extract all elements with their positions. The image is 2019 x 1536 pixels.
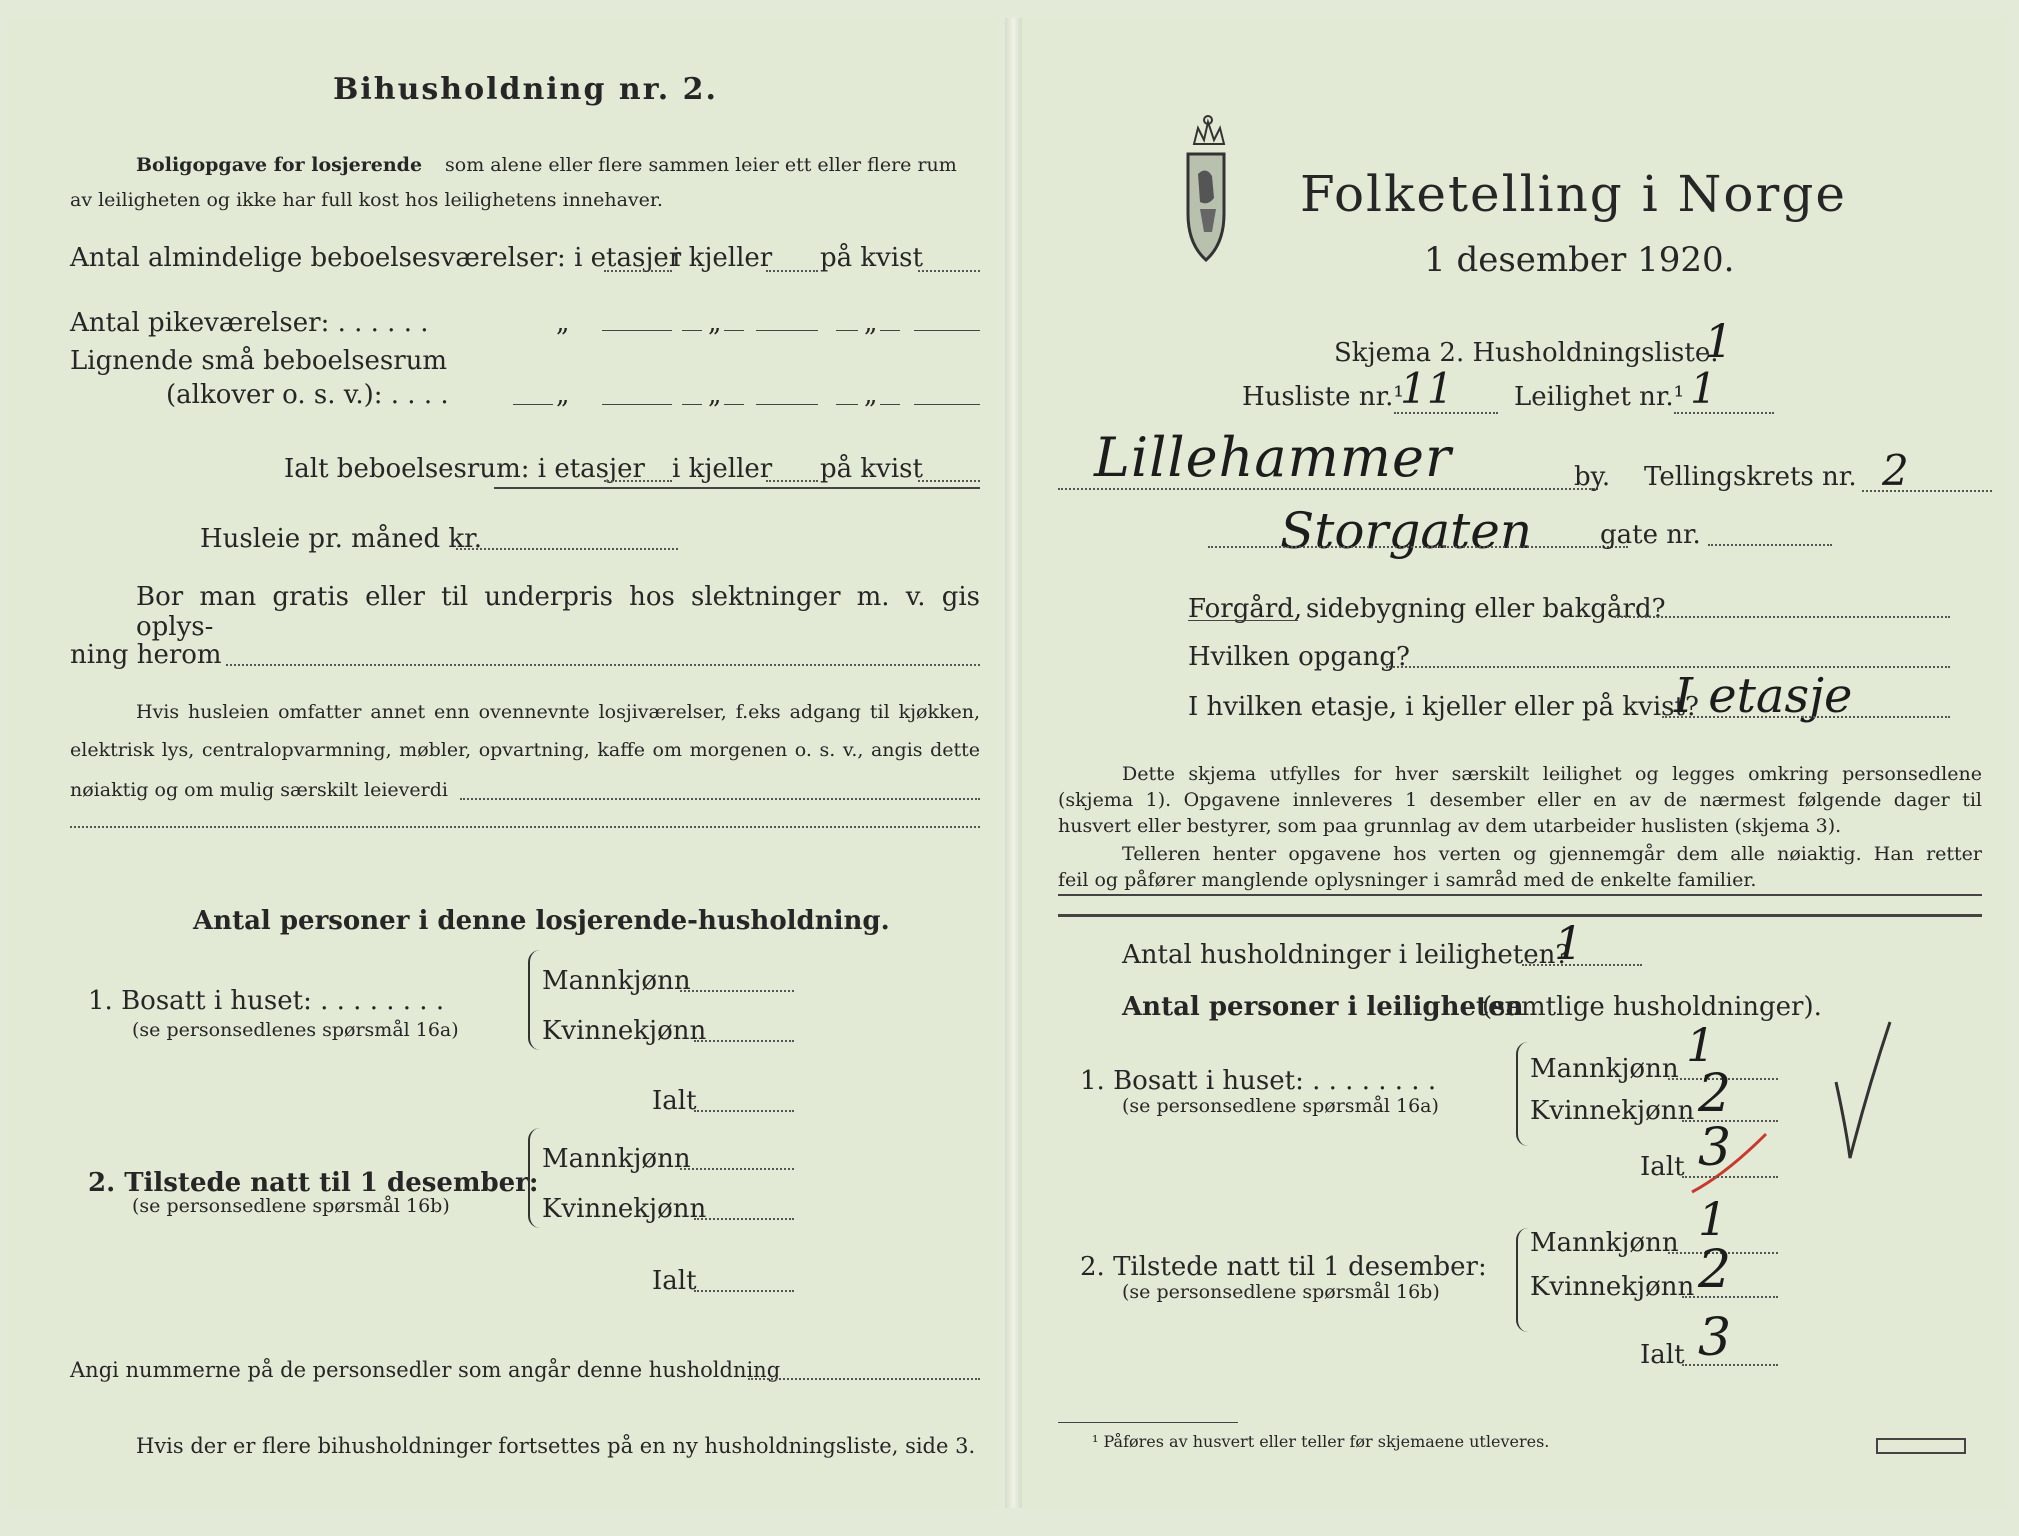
forgaard-rest: sidebygning eller bakgård? xyxy=(1306,594,1666,624)
left-footer: Hvis der er flere bihusholdninger fortsettes på en ny husholdningsliste, side 3. xyxy=(136,1434,976,1458)
footnote: ¹ Påføres av husvert eller teller før skjemaene utleveres. xyxy=(1092,1432,1550,1451)
pike-label: Antal pikeværelser: . . . . . . xyxy=(70,308,429,338)
intro-rest: som alene eller flere sammen leier ett eller flere rum xyxy=(445,154,957,176)
right-q1-mann: Mannkjønn xyxy=(1530,1054,1679,1084)
q1-ialt-value: 3 xyxy=(1698,1118,1732,1178)
right-q1-label: 1. Bosatt i huset: . . . . . . . . xyxy=(1080,1066,1437,1096)
antal-hush-label: Antal husholdninger i leiligheten? xyxy=(1122,940,1570,970)
left-q2-label: 2. Tilstede natt til 1 desember: xyxy=(88,1168,539,1198)
lignende-ditto-1: „ xyxy=(556,380,570,410)
census-date: 1 desember 1920. xyxy=(1424,240,1735,280)
leilighet-label: Leilighet nr.¹ xyxy=(1514,382,1685,412)
antal-personer-rest: (samtlige husholdninger). xyxy=(1482,992,1822,1022)
antal-heading: Antal personer i denne losjerende-husholdning. xyxy=(193,906,890,936)
intro-line2: av leiligheten og ikke har full kost hos leilighetens innehaver. xyxy=(70,189,663,211)
ialt-rooms-kjeller: i kjeller xyxy=(672,454,773,484)
info-line4: Telleren henter opgavene hos verten og gjennemgår dem alle nøiaktig. Han retter xyxy=(1122,843,1982,865)
bor-line2: ning herom xyxy=(70,640,222,670)
left-q1-kvinne: Kvinnekjønn xyxy=(542,1016,707,1046)
lignende-ditto-3: „ xyxy=(864,380,878,410)
page-fold xyxy=(1005,18,1022,1508)
q1-kvinne-value: 2 xyxy=(1698,1064,1732,1124)
etasje-value: I etasje xyxy=(1674,668,1853,724)
printer-stamp xyxy=(1876,1438,1966,1454)
right-q2-ialt: Ialt xyxy=(1640,1340,1685,1370)
skjema-value: 1 xyxy=(1704,314,1734,368)
info-line3: husvert eller bestyrer, som paa grunnlag av dem utarbeider huslisten (skjema 3). xyxy=(1058,815,1842,837)
info-line5: feil og påfører manglende oplysninger i samråd med de enkelte familier. xyxy=(1058,869,1757,891)
hvis-line2: elektrisk lys, centralopvarmning, møbler, opvartning, kaffe om morgenen o. s. v., angis dette xyxy=(70,739,980,761)
husleie-label: Husleie pr. måned kr. xyxy=(200,524,482,554)
pike-ditto-1: „ xyxy=(556,308,570,338)
antal-personer-bold: Antal personer i leiligheten xyxy=(1122,992,1524,1022)
coat-of-arms-icon xyxy=(1170,114,1242,266)
right-q1-ialt: Ialt xyxy=(1640,1152,1685,1182)
lignende-ditto-2: „ xyxy=(708,380,722,410)
right-q1-kvinne-label: Kvinnekjønn xyxy=(1530,1096,1695,1126)
left-q1-mann: Mannkjønn xyxy=(542,966,691,996)
lignende-label: Lignende små beboelsesrum xyxy=(70,346,448,376)
rooms-kjeller: i kjeller xyxy=(672,243,773,273)
tellingskrets-value: 2 xyxy=(1882,446,1909,495)
angi-label: Angi nummerne på de personsedler som angår denne husholdning xyxy=(70,1358,781,1382)
left-page xyxy=(8,18,998,1508)
forgaard-label: Forgård, xyxy=(1188,594,1303,624)
info-line1: Dette skjema utfylles for hver særskilt leilighet og legges omkring personsedlene xyxy=(1122,763,1982,785)
lignende-sub: (alkover o. s. v.): . . . . xyxy=(166,380,449,410)
right-title: Folketelling i Norge xyxy=(1300,165,1847,223)
bor-line1: Bor man gratis eller til underpris hos slektninger m. v. gis oplys- xyxy=(136,582,980,642)
by-label: by. xyxy=(1574,462,1611,492)
right-q1-sub: (se personsedlene spørsmål 16a) xyxy=(1122,1095,1439,1117)
ialt-rooms-label: Ialt beboelsesrum: i etasjer xyxy=(284,454,645,484)
left-q2-kvinne: Kvinnekjønn xyxy=(542,1194,707,1224)
husliste-label: Husliste nr.¹ xyxy=(1242,382,1404,412)
info-line2: (skjema 1). Opgavene innleveres 1 desember eller en av de nærmest følgende dager til xyxy=(1058,789,1982,811)
q2-mann-value: 1 xyxy=(1698,1192,1728,1246)
husliste-value: 11 xyxy=(1400,364,1454,413)
hvis-line1: Hvis husleien omfatter annet enn ovennevnte losjiværelser, f.eks adgang til kjøkken, xyxy=(136,701,980,723)
left-q1-ialt: Ialt xyxy=(652,1086,697,1116)
q1-mann-value: 1 xyxy=(1686,1018,1716,1072)
q2-ialt-value: 3 xyxy=(1698,1308,1732,1368)
street-value: Storgaten xyxy=(1280,502,1533,560)
etasje-label: I hvilken etasje, i kjeller eller på kvist? xyxy=(1188,692,1699,722)
right-q2-mann: Mannkjønn xyxy=(1530,1228,1679,1258)
hvis-line3: nøiaktig og om mulig særskilt leieverdi xyxy=(70,779,448,801)
tellingskrets-label: Tellingskrets nr. xyxy=(1644,462,1857,492)
left-q1-sub: (se personsedlenes spørsmål 16a) xyxy=(132,1019,459,1041)
antal-hush-value: 1 xyxy=(1554,916,1584,970)
right-q2-label: 2. Tilstede natt til 1 desember: xyxy=(1080,1252,1487,1282)
q2-kvinne-value: 2 xyxy=(1698,1240,1732,1300)
pike-ditto-3: „ xyxy=(864,308,878,338)
right-page xyxy=(1022,18,2007,1508)
pike-ditto-2: „ xyxy=(708,308,722,338)
check-tick-icon xyxy=(1828,1018,1898,1164)
gate-label: gate nr. xyxy=(1600,520,1701,550)
rooms-kvist: på kvist xyxy=(820,243,923,273)
rooms-label: Antal almindelige beboelsesværelser: i etasjer xyxy=(70,243,682,273)
right-q2-kvinne: Kvinnekjønn xyxy=(1530,1272,1695,1302)
left-q2-sub: (se personsedlene spørsmål 16b) xyxy=(132,1195,450,1217)
intro-bold: Boligopgave for losjerende xyxy=(136,154,423,176)
city-value: Lillehammer xyxy=(1094,426,1452,489)
right-q2-sub: (se personsedlene spørsmål 16b) xyxy=(1122,1281,1440,1303)
left-q2-mann: Mannkjønn xyxy=(542,1144,691,1174)
left-q1-label: 1. Bosatt i huset: . . . . . . . . xyxy=(88,986,445,1016)
skjema-label: Skjema 2. Husholdningsliste. xyxy=(1334,338,1719,368)
left-q2-ialt: Ialt xyxy=(652,1266,697,1296)
opgang-label: Hvilken opgang? xyxy=(1188,642,1410,672)
left-title: Bihusholdning nr. 2. xyxy=(333,72,718,107)
ialt-rooms-kvist: på kvist xyxy=(820,454,923,484)
leilighet-value: 1 xyxy=(1690,364,1717,413)
